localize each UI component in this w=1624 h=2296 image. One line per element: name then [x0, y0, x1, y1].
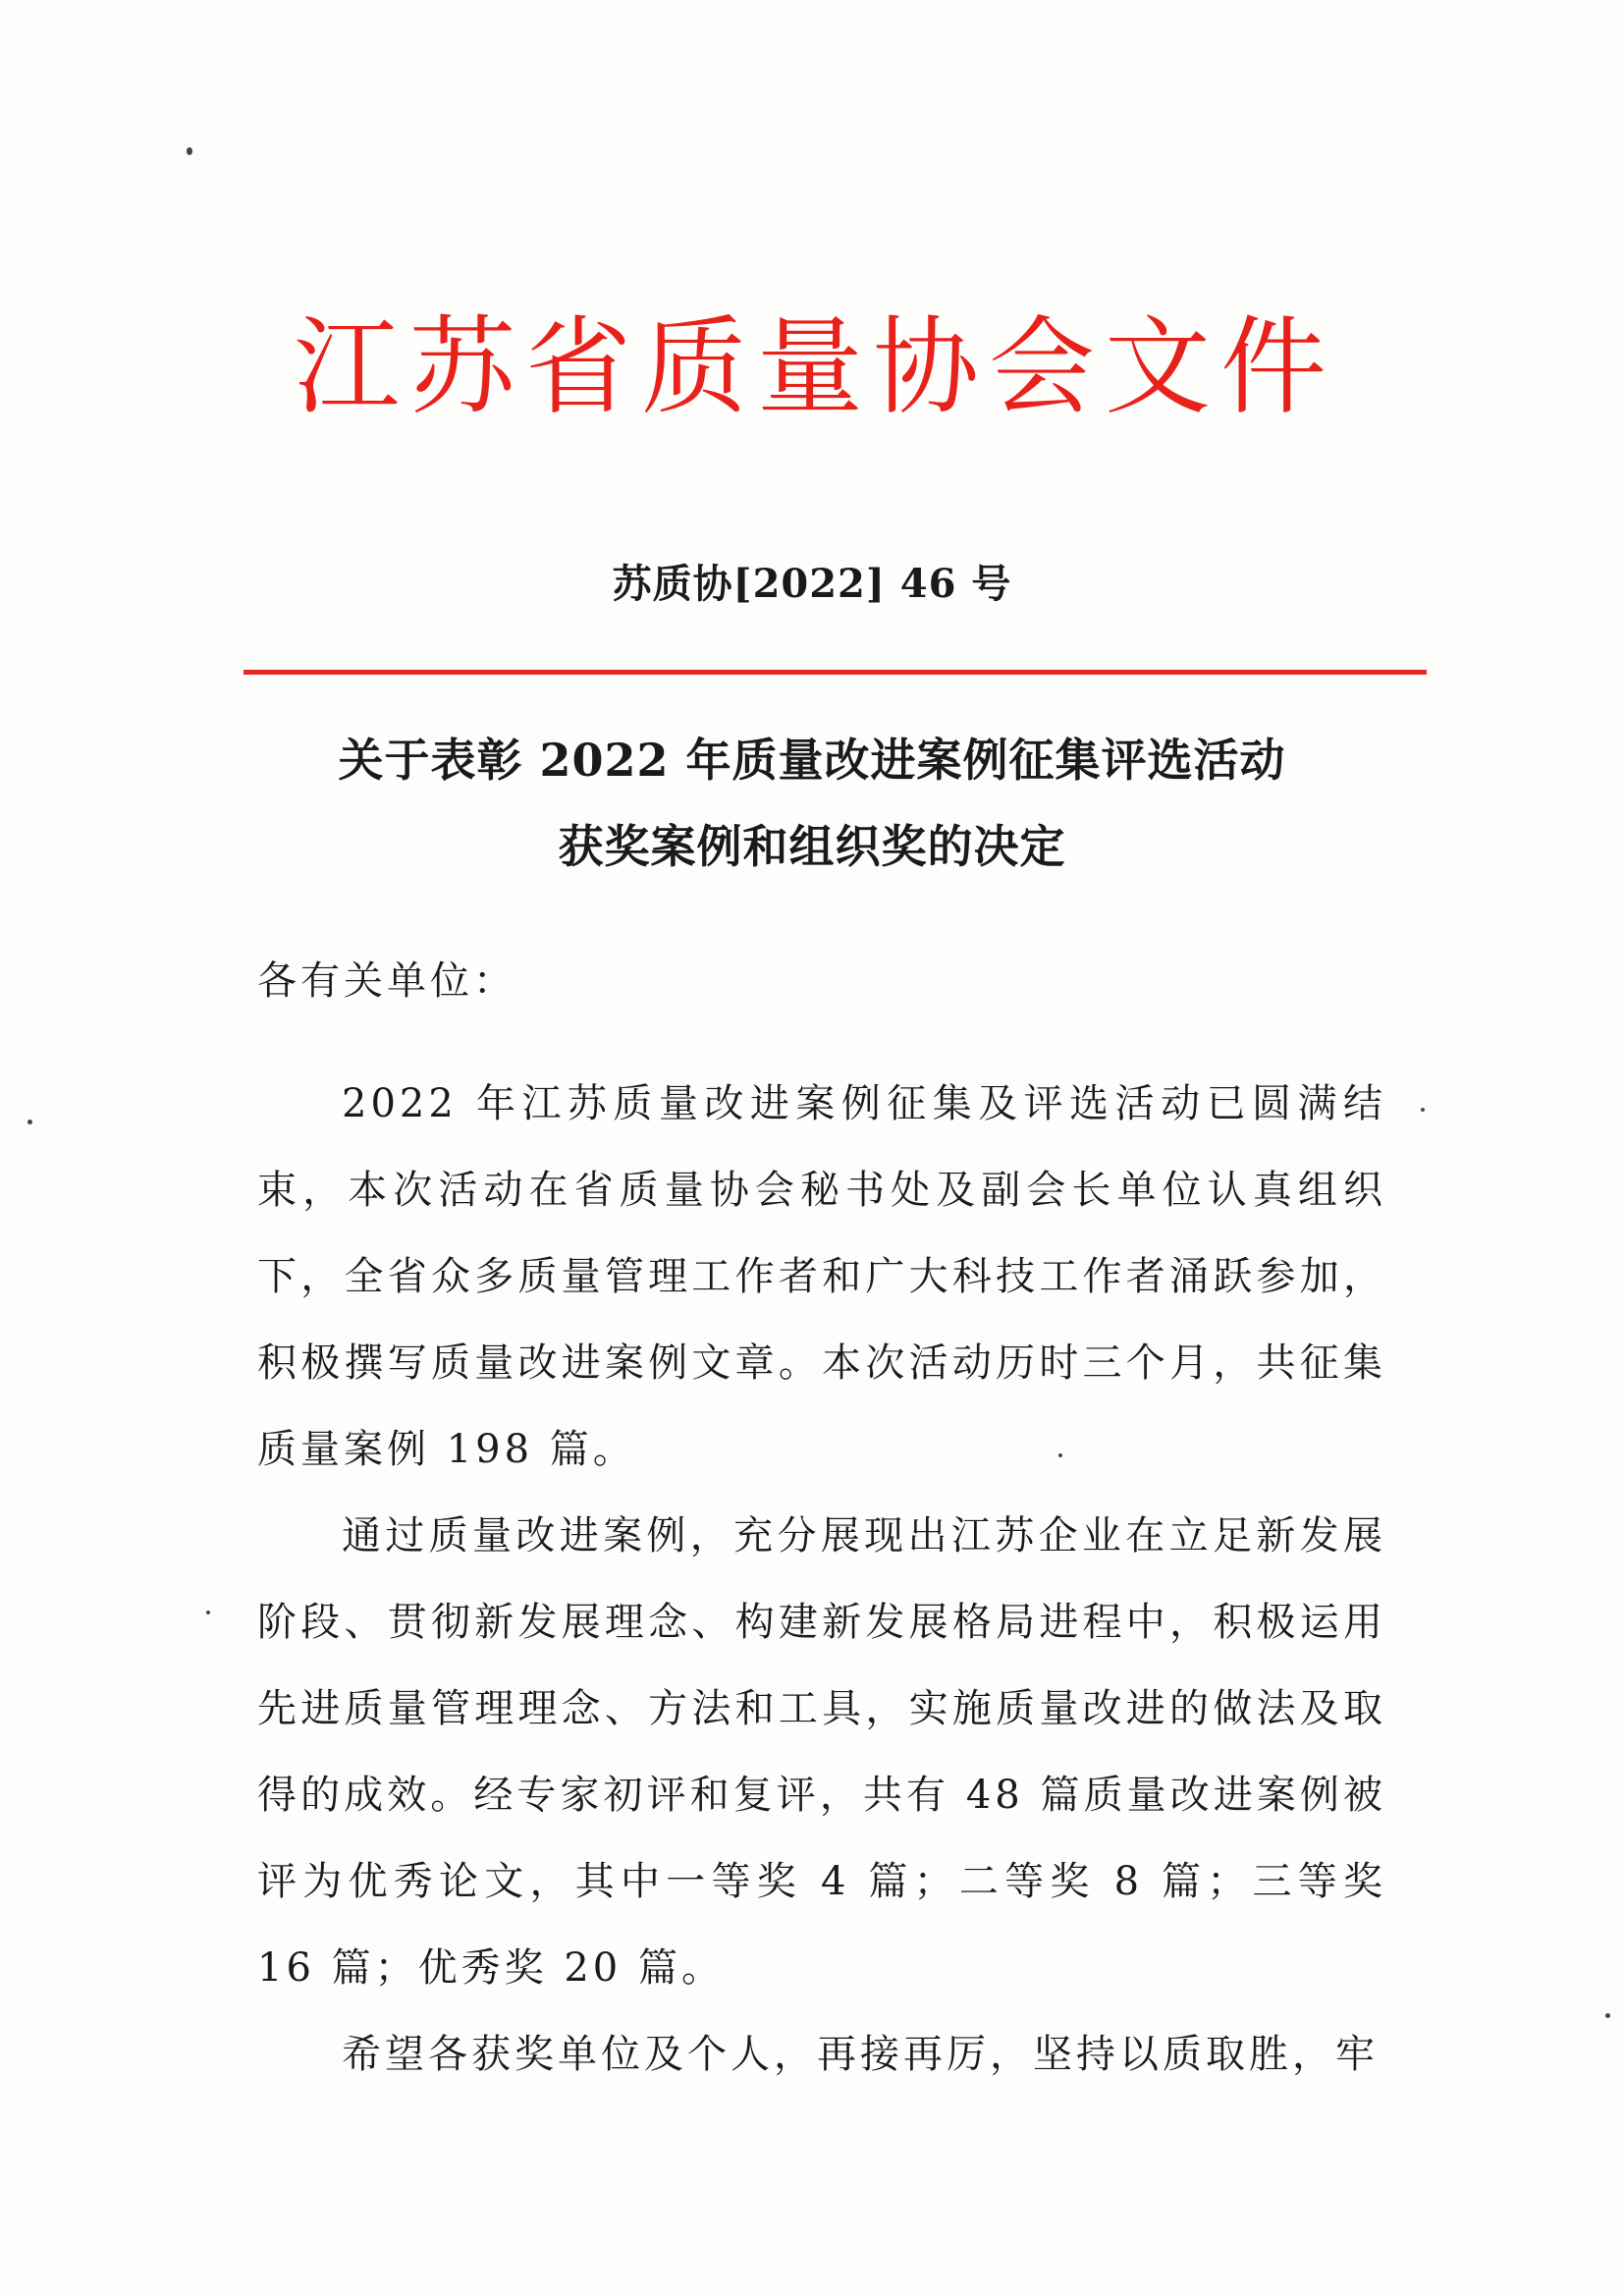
body-paragraphs — [257, 1061, 1386, 2098]
scan-speck — [1421, 1108, 1425, 1112]
scan-speck — [1605, 2013, 1610, 2018]
document-number: 苏质协[2022] 46 号 — [612, 561, 1012, 607]
scan-speck — [27, 1120, 32, 1124]
document-title-line-1: 关于表彰 2022 年质量改进案例征集评选活动 — [338, 734, 1286, 787]
red-divider-rule — [244, 670, 1427, 675]
paragraph-1: 2022 年江苏质量改进案例征集及评选活动已圆满结束，本次活动在省质量协会秘书处及副会长单位认真组织下，全省众多质量管理工作者和广大科技工作者涌跃参加，积极撰写质量改进案例文章。本次活动历时三个月，共征集质量案例 198 篇。 — [257, 1081, 1386, 1472]
scan-speck — [187, 147, 192, 155]
scan-speck — [206, 1611, 210, 1614]
document-title-line-2: 获奖案例和组织奖的决定 — [558, 820, 1066, 873]
masthead-title: 江苏省质量协会文件 — [293, 306, 1336, 429]
paragraph-3: 希望各获奖单位及个人，再接再厉，坚持以质取胜，牢 — [342, 2032, 1379, 2077]
paragraph-2: 通过质量改进案例，充分展现出江苏企业在立足新发展阶段、贯彻新发展理念、构建新发展格局进程中，积极运用先进质量管理理念、方法和工具，实施质量改进的做法及取得的成效。经专家初评和复评，共有 48 篇质量改进案例被评为优秀论文，其中一等奖 4 篇；二等奖 8 篇；三等奖 16 篇；优秀奖 20 篇。 — [257, 1513, 1386, 1991]
salutation: 各有关单位： — [257, 958, 516, 1004]
scan-speck — [1058, 1453, 1062, 1457]
